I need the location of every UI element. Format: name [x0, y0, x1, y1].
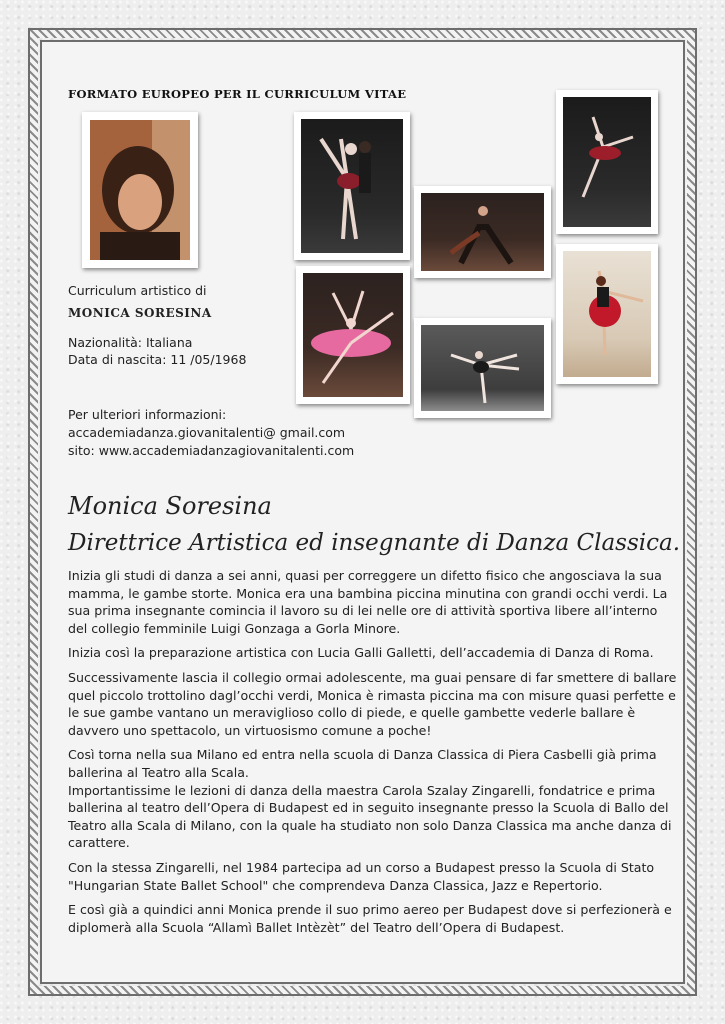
- bio-paragraph: E così già a quindici anni Monica prende il suo primo aereo per Budapest dove si perfezionerà e diplomerà alla Scuola “Allamì Ballet Intèzèt” del Teatro dell’Opera di Budapest.: [68, 902, 672, 935]
- more-info-label: Per ulteriori informazioni:: [68, 407, 227, 422]
- script-name-heading: Monica Soresina: [68, 492, 272, 520]
- bio-paragraph: Inizia così la preparazione artistica con Lucia Galli Galletti, dell’accademia di Danza di Roma.: [68, 645, 654, 661]
- bio-paragraph: Importantissime le lezioni di danza della maestra Carola Szalay Zingarelli, fondatrice e prima ballerina al teatro dell’Opera di Budapest ed in seguito insegnante presso la Scuola di Ballo del Teatro alla Scala di Milano, con la quale ha studiato non solo Danza Classica ma anche danza di carattere.: [68, 782, 672, 851]
- ballet-photo-leap: [556, 90, 658, 234]
- script-title-heading: Direttrice Artistica ed insegnante di Danza Classica.: [68, 530, 681, 556]
- ballet-photo-duo: [294, 112, 410, 260]
- bio-paragraph: Con la stessa Zingarelli, nel 1984 partecipa ad un corso a Budapest presso la Scuola di Stato "Hungarian State Ballet School" che comprendeva Danza Classica, Jazz e Repertorio.: [68, 859, 655, 893]
- cv-name: MONICA SORESINA: [68, 306, 212, 320]
- ballet-photo-arabesque: [414, 318, 551, 418]
- website-link[interactable]: sito: www.accademiadanzagiovanitalenti.com: [68, 443, 355, 458]
- ballet-photo-studio: [556, 244, 658, 384]
- bio-paragraph: Inizia gli studi di danza a sei anni, quasi per correggere un difetto fisico che angosciava la sua mamma, le gambe storte. Monica era una bambina piccina minutina con grandi occhi verdi. La sua prima insegnante comincia il lavoro su di lei nelle ore di attività sportiva libere all’interno del collegio femminile Luigi Gonzaga a Gorla Minore.: [68, 568, 668, 636]
- bio-paragraph: Successivamente lascia il collegio ormai adolescente, ma guai pensare di far smettere di ballare quel piccolo trottolino dagl’occhi verdi, Monica è rimasta piccina ma con misure quasi perfette e le sue gambe vantano un meraviglioso collo di piede, e quelle gambette vederle ballare è davvero uno spettacolo, un virtuosismo comune a poche!: [68, 669, 677, 738]
- birth-date: Data di nascita: 11 /05/1968: [68, 352, 247, 367]
- nationality: Nazionalità: Italiana: [68, 335, 193, 350]
- biography: [68, 567, 678, 943]
- portrait-photo: [82, 112, 198, 268]
- document-header: FORMATO EUROPEO PER IL CURRICULUM VITAE: [68, 87, 407, 101]
- ballet-photo-tango: [414, 186, 551, 278]
- bio-paragraph: Così torna nella sua Milano ed entra nella scuola di Danza Classica di Piera Casbelli già prima ballerina al Teatro alla Scala.: [68, 747, 657, 780]
- ballet-photo-pink-tutu: [296, 266, 410, 404]
- cv-label: Curriculum artistico di: [68, 283, 207, 298]
- email-address[interactable]: accademiadanza.giovanitalenti@ gmail.com: [68, 425, 346, 440]
